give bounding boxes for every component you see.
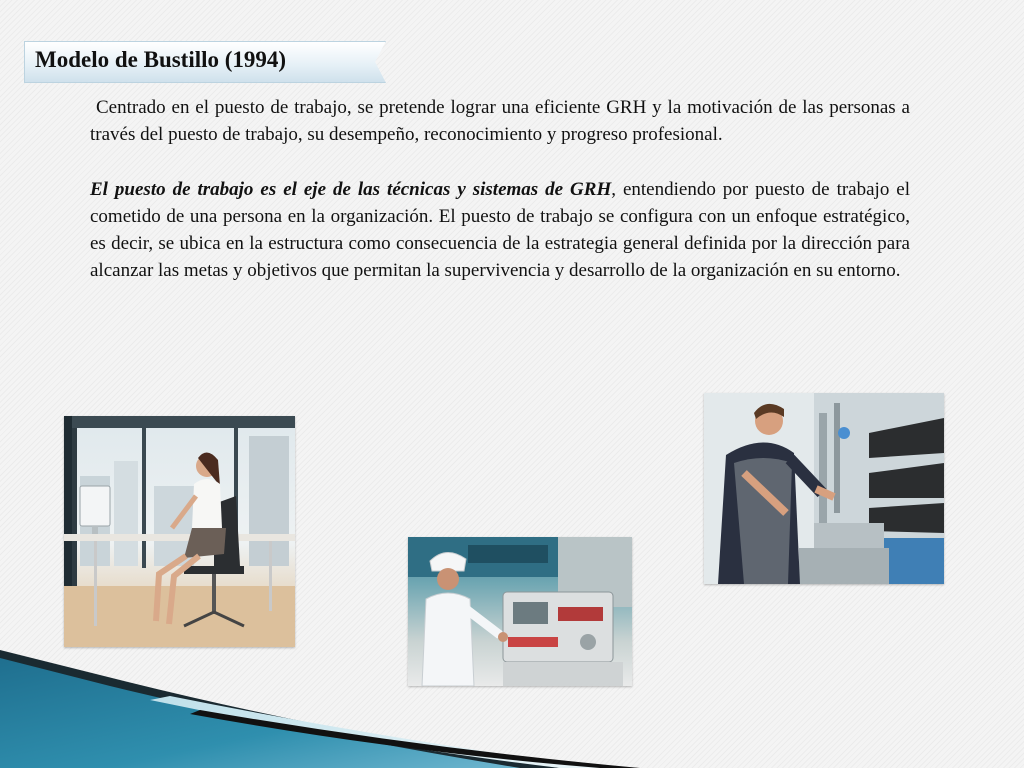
decorative-corner-waves [0,640,1024,768]
slide-title: Modelo de Bustillo (1994) [35,47,287,72]
body-paragraph-2 [90,176,910,285]
factory-technician-photo [704,393,944,584]
body-paragraph-2-emphasis: El puesto de trabajo es el eje de las técnicas y sistemas de GRH [90,178,612,200]
body-paragraph-2-rest: , entendiendo por puesto de trabajo el cometido de una persona en la organización. El puesto de trabajo se configura con un enfoque estratégico, es decir, se ubica en la estructura como consecuencia de la estrategia general definida por la dirección para alcanzar las metas y objetivos que permitan la supervivencia y desarrollo de la organización en su entorno. [90,178,910,282]
office-worker-illustration [64,416,295,647]
office-worker-photo [64,416,295,647]
body-paragraph-1: Centrado en el puesto de trabajo, se pretende lograr una eficiente GRH y la motivación de las personas a través del puesto de trabajo, su desempeño, reconocimiento y progreso profesional. [90,97,910,146]
factory-technician-illustration [704,393,944,584]
slide-body [90,94,910,285]
